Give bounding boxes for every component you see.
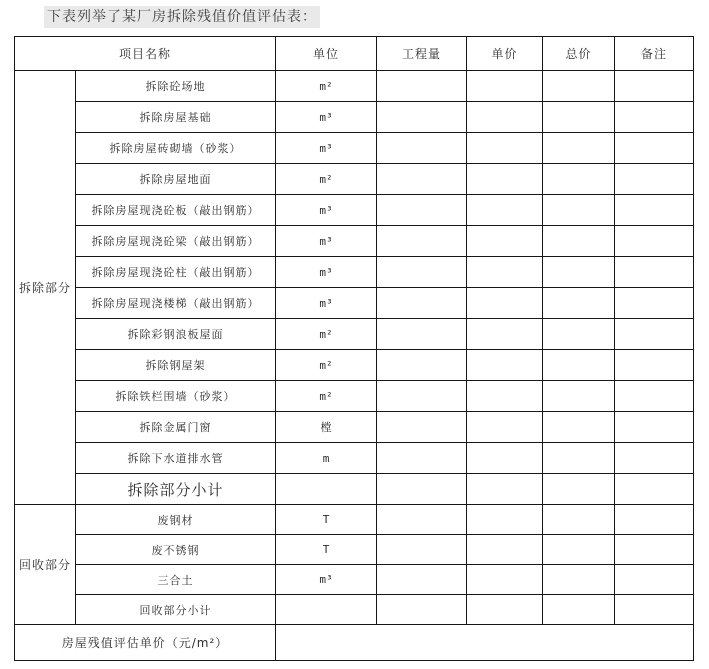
note-cell [615,226,694,257]
note-cell [615,595,694,625]
quantity-cell [377,565,467,595]
item-name-cell: 拆除砼场地 [76,71,276,102]
unit-cell: m² [276,381,377,412]
unit-cell [276,474,377,505]
table-row [15,102,694,133]
note-cell [615,443,694,474]
total-price-cell [543,319,615,350]
total-price-cell [543,412,615,443]
quantity-cell [377,350,467,381]
item-name-cell: 三合土 [76,565,276,595]
table-row [15,71,694,102]
header-unit-price: 单价 [467,37,543,71]
quantity-cell [377,505,467,535]
unit-cell: m² [276,71,377,102]
unit-price-cell [467,257,543,288]
quantity-cell [377,288,467,319]
item-name-cell: 拆除金属门窗 [76,412,276,443]
quantity-cell [377,595,467,625]
note-cell [615,102,694,133]
note-cell [615,381,694,412]
group-label-recycle: 回收部分 [15,505,76,625]
total-price-cell [543,381,615,412]
item-name-cell: 拆除房屋现浇砼梁（敲出钢筋） [76,226,276,257]
unit-price-cell [467,565,543,595]
total-price-cell [543,257,615,288]
unit-cell: m³ [276,226,377,257]
unit-price-cell [467,381,543,412]
unit-cell: m² [276,319,377,350]
header-note: 备注 [615,37,694,71]
unit-cell [276,595,377,625]
unit-price-cell [467,412,543,443]
unit-price-cell [467,226,543,257]
unit-price-cell [467,102,543,133]
quantity-cell [377,102,467,133]
table-row [15,505,694,535]
table-row [15,288,694,319]
residual-unit-price-row [15,625,694,661]
group-label-demolition: 拆除部分 [15,71,76,505]
item-name-cell: 拆除钢屋架 [76,350,276,381]
table-row [15,412,694,443]
total-price-cell [543,474,615,505]
note-cell [615,257,694,288]
table-row [15,257,694,288]
note-cell [615,535,694,565]
unit-price-cell [467,71,543,102]
residual-unit-price-value [276,625,694,661]
item-name-cell: 拆除房屋砖砌墙（砂浆） [76,133,276,164]
unit-price-cell [467,195,543,226]
unit-price-cell [467,288,543,319]
quantity-cell [377,381,467,412]
unit-cell: 樘 [276,412,377,443]
note-cell [615,505,694,535]
total-price-cell [543,226,615,257]
total-price-cell [543,102,615,133]
quantity-cell [377,474,467,505]
table-header-row [15,37,694,71]
subtotal-row-demolition [15,474,694,505]
total-price-cell [543,288,615,319]
unit-cell: T [276,535,377,565]
table-row [15,164,694,195]
item-name-cell: 拆除房屋现浇砼柱（敲出钢筋） [76,257,276,288]
total-price-cell [543,505,615,535]
quantity-cell [377,443,467,474]
note-cell [615,288,694,319]
total-price-cell [543,71,615,102]
table-row [15,350,694,381]
table-row [15,443,694,474]
note-cell [615,350,694,381]
table-row [15,535,694,565]
unit-cell: T [276,505,377,535]
quantity-cell [377,412,467,443]
subtotal-row-recycle [15,595,694,625]
item-name-cell: 拆除房屋基础 [76,102,276,133]
table-row [15,381,694,412]
item-name-cell: 拆除彩钢浪板屋面 [76,319,276,350]
note-cell [615,164,694,195]
total-price-cell [543,443,615,474]
table-row [15,226,694,257]
table-row [15,565,694,595]
note-cell [615,412,694,443]
quantity-cell [377,226,467,257]
unit-price-cell [467,133,543,164]
unit-cell: m³ [276,257,377,288]
note-cell [615,195,694,226]
evaluation-table [14,36,694,661]
note-cell [615,474,694,505]
quantity-cell [377,195,467,226]
item-name-cell: 废不锈钢 [76,535,276,565]
unit-cell: m² [276,164,377,195]
note-cell [615,319,694,350]
item-name-cell: 拆除房屋现浇楼梯（敲出钢筋） [76,288,276,319]
item-name-cell: 废钢材 [76,505,276,535]
unit-cell: m³ [276,565,377,595]
unit-price-cell [467,350,543,381]
note-cell [615,565,694,595]
table-row [15,319,694,350]
unit-price-cell [467,319,543,350]
unit-cell: m³ [276,288,377,319]
unit-cell: m³ [276,195,377,226]
table-row [15,133,694,164]
unit-cell: m³ [276,133,377,164]
unit-price-cell [467,535,543,565]
note-cell [615,71,694,102]
subtotal-label-cell: 拆除部分小计 [76,474,276,505]
subtotal-label-cell: 回收部分小计 [76,595,276,625]
quantity-cell [377,535,467,565]
quantity-cell [377,319,467,350]
total-price-cell [543,350,615,381]
total-price-cell [543,195,615,226]
unit-price-cell [467,474,543,505]
header-quantity: 工程量 [377,37,467,71]
total-price-cell [543,164,615,195]
unit-price-cell [467,164,543,195]
unit-price-cell [467,443,543,474]
unit-cell: m [276,443,377,474]
quantity-cell [377,164,467,195]
item-name-cell: 拆除房屋现浇砼板（敲出钢筋） [76,195,276,226]
unit-price-cell [467,595,543,625]
total-price-cell [543,595,615,625]
header-unit: 单位 [276,37,377,71]
unit-cell: m² [276,350,377,381]
header-total-price: 总价 [543,37,615,71]
item-name-cell: 拆除铁栏围墙（砂浆） [76,381,276,412]
residual-unit-price-label: 房屋残值评估单价（元/m²） [15,625,276,661]
total-price-cell [543,133,615,164]
total-price-cell [543,565,615,595]
total-price-cell [543,535,615,565]
item-name-cell: 拆除下水道排水管 [76,443,276,474]
quantity-cell [377,71,467,102]
unit-cell: m³ [276,102,377,133]
page-title: 下表列举了某厂房拆除残值价值评估表： [44,6,320,28]
item-name-cell: 拆除房屋地面 [76,164,276,195]
table-row [15,195,694,226]
header-item-name: 项目名称 [15,37,276,71]
unit-price-cell [467,505,543,535]
note-cell [615,133,694,164]
quantity-cell [377,133,467,164]
quantity-cell [377,257,467,288]
